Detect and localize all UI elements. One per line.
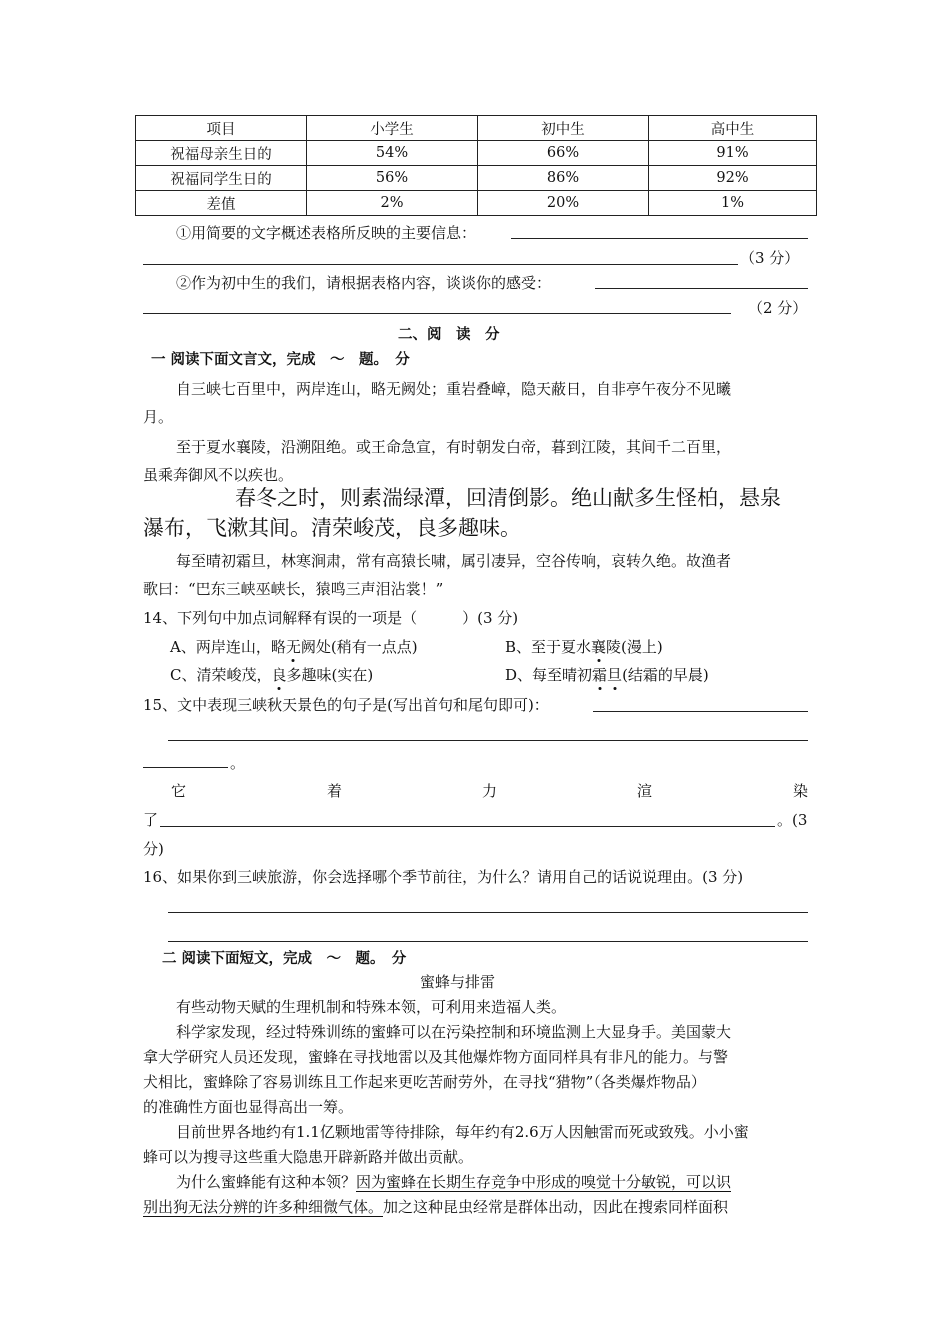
table-cell: 1%	[649, 191, 817, 216]
spread-char: 着	[327, 782, 343, 800]
table-row	[136, 166, 817, 191]
article-text: 拿大学研究人员还发现，蜜蜂在寻找地雷以及其他爆炸物方面同样具有非凡的能力。与警	[143, 1048, 729, 1066]
table-header: 小学生	[307, 116, 478, 141]
option-d[interactable]	[505, 664, 709, 685]
article-text: 犬相比，蜜蜂除了容易训练且工作起来更吃苦耐劳外，在寻找“猎物”（各类爆炸物品）	[143, 1073, 706, 1091]
table-cell: 20%	[478, 191, 649, 216]
spread-char: 渲	[637, 782, 653, 800]
table-cell: 56%	[307, 166, 478, 191]
dotted-char: 襄	[591, 638, 606, 656]
underlined-sentence: 因为蜜蜂在长期生存竞争中形成的嗅觉十分敏锐，可以识	[356, 1173, 732, 1191]
passage-text: 歌曰：“巴东三峡巫峡长，猿鸣三声泪沾裳！”	[143, 580, 444, 598]
passage-text: 瀑布，飞漱其间。清荣峻茂，良多趣味。	[143, 516, 521, 540]
dotted-char: 旦	[607, 666, 622, 684]
part-1-heading: 一 阅读下面文言文，完成 ～ 题。 分	[151, 352, 410, 368]
answer-line[interactable]	[593, 711, 808, 712]
table-cell: 86%	[478, 166, 649, 191]
article-text: 的准确性方面也显得高出一筹。	[143, 1098, 354, 1116]
answer-line[interactable]	[595, 288, 808, 289]
spread-char: 它	[171, 782, 187, 800]
option-text: A、两岸连山，略	[170, 638, 286, 656]
table-cell: 54%	[307, 141, 478, 166]
answer-line[interactable]	[160, 826, 775, 827]
article-text	[143, 1196, 728, 1217]
table-header: 高中生	[649, 116, 817, 141]
dotted-char: 无	[286, 638, 301, 656]
passage-text: 每至晴初霜旦，林寒涧肃，常有高猿长啸，属引凄异，空谷传响，哀转久绝。故渔者	[176, 552, 732, 570]
article-text-plain: 为什么蜜蜂能有这种本领？	[176, 1173, 357, 1191]
option-text: D、每至晴初	[505, 666, 593, 684]
table-cell: 祝福母亲生日的	[136, 141, 307, 166]
spread-char: 力	[482, 782, 498, 800]
answer-line[interactable]	[143, 313, 731, 314]
option-a[interactable]	[170, 636, 418, 657]
article-text	[176, 1171, 731, 1192]
spread-char: 了	[143, 811, 159, 829]
table-cell: 92%	[649, 166, 817, 191]
table-cell: 91%	[649, 141, 817, 166]
answer-line[interactable]	[168, 740, 808, 741]
option-text: 陵(漫上)	[606, 638, 663, 656]
table-header: 初中生	[478, 116, 649, 141]
table-cell: 差值	[136, 191, 307, 216]
option-text: 阙处(稍有一点点)	[300, 638, 418, 656]
passage-text: 虽乘奔御风不以疾也。	[143, 466, 294, 484]
table-row	[136, 141, 817, 166]
question-16-stem: 16、如果你到三峡旅游，你会选择哪个季节前往，为什么？请用自己的话说说理由。(3 分)	[143, 868, 744, 886]
question-15-score: 。(3	[777, 811, 808, 829]
answer-line[interactable]	[168, 941, 808, 942]
answer-line[interactable]	[168, 912, 808, 913]
dotted-char: 霜	[592, 666, 607, 684]
table-cell: 祝福同学生日的	[136, 166, 307, 191]
question-15-stem: 15、文中表现三峡秋天景色的句子是(写出首句和尾句即可)：	[143, 696, 549, 714]
question-15-score: 分)	[143, 840, 164, 858]
answer-line[interactable]	[143, 767, 228, 768]
table-cell: 66%	[478, 141, 649, 166]
article-text: 蜂可以为搜寻这些重大隐患开辟新路并做出贡献。	[143, 1148, 474, 1166]
passage-text: 春冬之时，则素湍绿潭，回清倒影。绝山献多生怪柏，悬泉	[235, 486, 781, 510]
question-2-text: ②作为初中生的我们，请根据表格内容，谈谈你的感受：	[176, 274, 552, 292]
article-text: 科学家发现，经过特殊训练的蜜蜂可以在污染控制和环境监测上大显身手。美国蒙大	[176, 1023, 732, 1041]
table-header-row	[136, 116, 817, 141]
article-text-plain: 加之这种昆虫经常是群体出动，因此在搜索同样面积	[383, 1198, 729, 1216]
question-1-text: ①用简要的文字概述表格所反映的主要信息：	[176, 224, 477, 242]
end-mark: 。	[230, 754, 246, 772]
passage-text: 至于夏水襄陵，沿溯阻绝。或王命急宣，有时朝发白帝，暮到江陵，其间千二百里，	[176, 438, 732, 456]
option-text: C、清荣峻茂，	[170, 666, 272, 684]
table-header: 项目	[136, 116, 307, 141]
question-1-score: （3 分）	[740, 249, 800, 267]
passage-text: 月。	[143, 408, 174, 426]
passage-text: 自三峡七百里中，两岸连山，略无阙处；重岩叠嶂，隐天蔽日，自非亭午夜分不见曦	[176, 380, 732, 398]
answer-line[interactable]	[143, 264, 738, 265]
underlined-sentence: 别出狗无法分辨的许多种细微气体。	[143, 1198, 384, 1216]
part-2-heading: 二 阅读下面短文，完成 ～ 题。 分	[162, 951, 407, 967]
question-14-stem: 14、下列句中加点词解释有误的一项是（ ）(3 分)	[143, 609, 519, 627]
survey-table	[135, 115, 817, 216]
table-cell: 2%	[307, 191, 478, 216]
option-c[interactable]	[170, 664, 373, 685]
option-text: 多趣味(实在)	[286, 666, 374, 684]
spread-char: 染	[793, 782, 809, 800]
article-title: 蜜蜂与排雷	[420, 973, 496, 991]
article-text: 目前世界各地约有1.1亿颗地雷等待排除，每年约有2.6万人因触雷而死或致残。小小蜜	[176, 1123, 749, 1141]
option-text: B、至于夏水	[505, 638, 592, 656]
article-text: 有些动物天赋的生理机制和特殊本领，可利用来造福人类。	[176, 998, 567, 1016]
dotted-char: 良	[271, 666, 286, 684]
question-2-score: （2 分）	[748, 299, 808, 317]
answer-line[interactable]	[511, 238, 808, 239]
section-title: 二、阅 读 分	[398, 327, 500, 343]
option-text: (结霜的早晨)	[622, 666, 709, 684]
option-b[interactable]	[505, 636, 663, 657]
table-row	[136, 191, 817, 216]
